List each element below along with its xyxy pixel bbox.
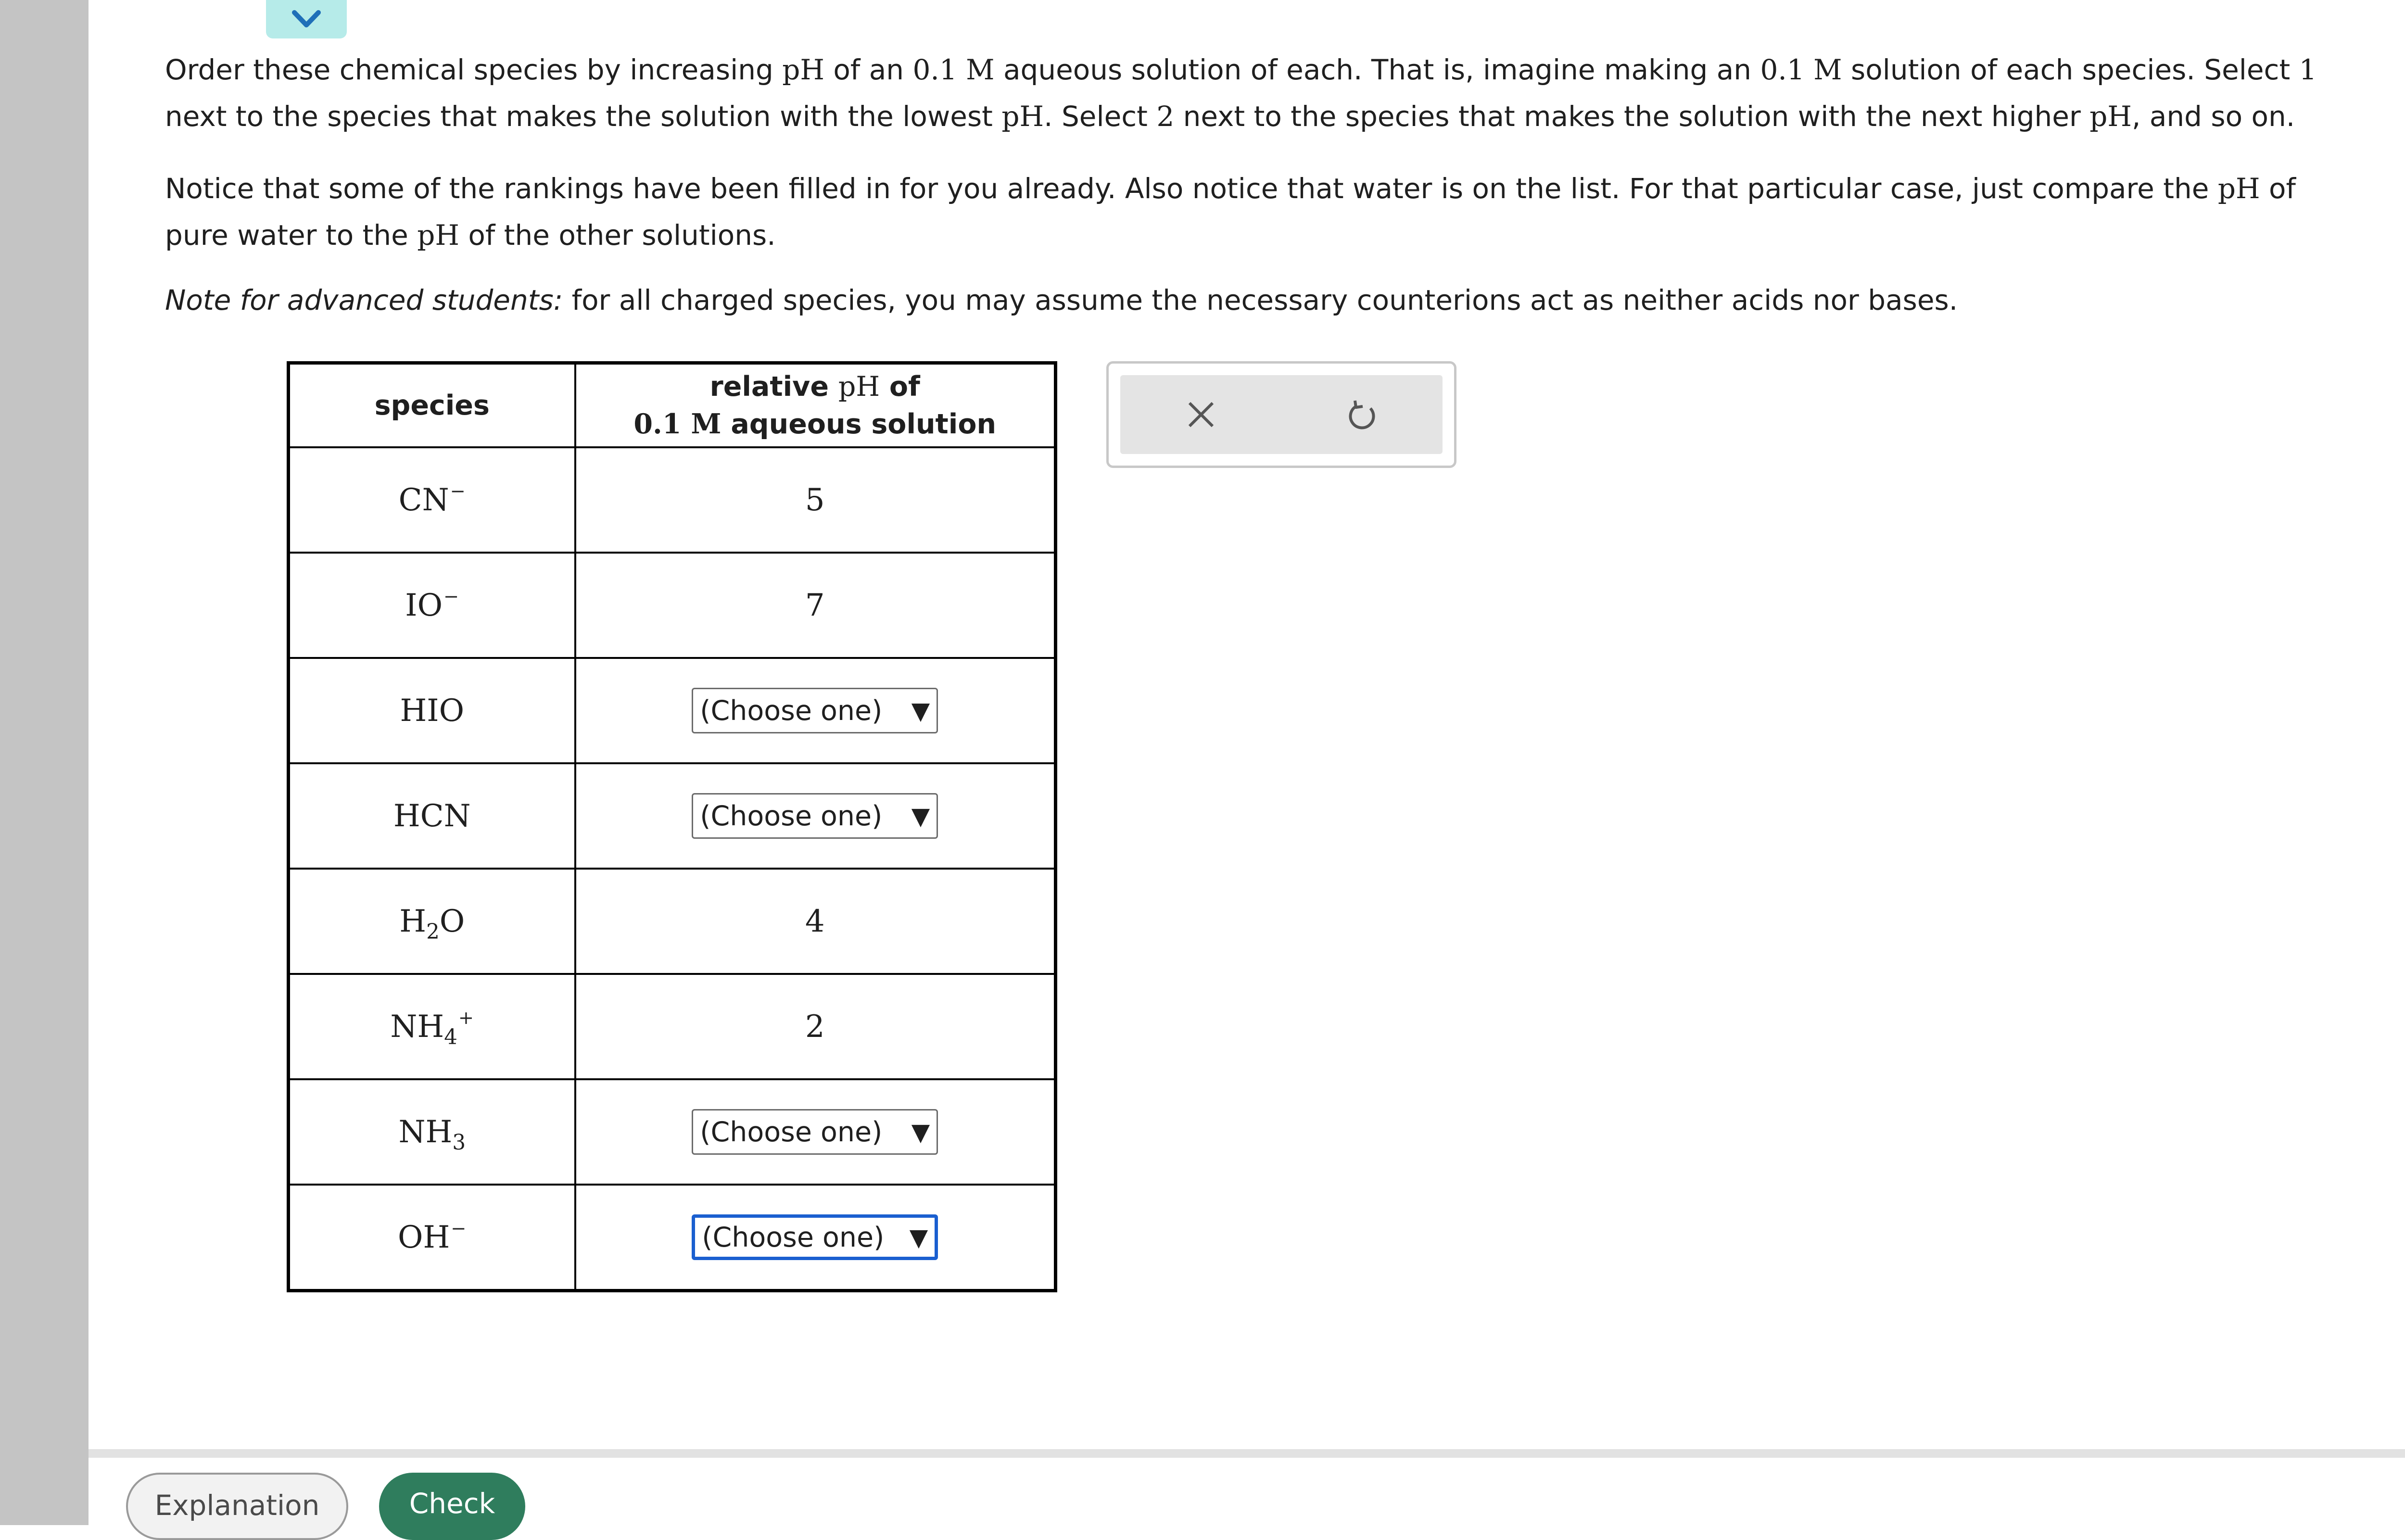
text-run: next to the species that makes the solution with the lowest (165, 100, 1002, 133)
table-row (289, 1185, 1056, 1291)
species-formula: H (399, 903, 427, 939)
rank-dropdown-nh3[interactable] (692, 1109, 938, 1155)
concentration: 0.1 M (912, 53, 995, 86)
rank-dropdown-hcn[interactable] (692, 793, 938, 839)
table-row (289, 974, 1056, 1079)
ranking-table (287, 361, 1057, 1292)
formula-subscript: 3 (452, 1130, 466, 1155)
clear-button[interactable] (1172, 386, 1230, 443)
dropdown-arrow-icon: ▼ (911, 1118, 930, 1146)
species-formula: NH (398, 1114, 453, 1150)
ph-rank-value: 5 (575, 447, 1056, 553)
species-formula: OH (398, 1219, 450, 1255)
species-cell (289, 763, 575, 869)
text-run: aqueous solution (721, 408, 997, 440)
charge-superscript: − (450, 480, 466, 502)
text-run: , and so on. (2131, 100, 2295, 133)
dropdown-value: (Choose one) (702, 1221, 885, 1253)
table-row (289, 658, 1056, 763)
text-run: of (880, 371, 920, 403)
explanation-button[interactable]: Explanation (126, 1473, 348, 1540)
ph-rank-cell (575, 763, 1056, 869)
text-run: solution of each species. Select (1842, 53, 2299, 86)
ph-rank-value: 2 (575, 974, 1056, 1079)
species-formula: CN (398, 482, 449, 518)
rank-dropdown-hio[interactable] (692, 688, 938, 733)
undo-button[interactable] (1333, 386, 1391, 443)
toolbox-panel (1120, 375, 1443, 454)
species-formula: HCN (393, 798, 471, 834)
dropdown-value: (Choose one) (700, 1116, 883, 1148)
text-run: relative (709, 371, 838, 403)
species-cell (289, 553, 575, 658)
text-run: of an (824, 53, 913, 86)
instruction-paragraph-2 (165, 165, 2339, 259)
text-run: . Select (1044, 100, 1157, 133)
formula-subscript: 4 (444, 1025, 457, 1049)
species-formula: IO (405, 587, 443, 623)
table-row (289, 1079, 1056, 1185)
note-label: Note for advanced students: (165, 284, 563, 316)
species-cell (289, 447, 575, 553)
species-formula: NH (390, 1009, 444, 1045)
concentration: 0.1 M (633, 408, 722, 440)
ph-symbol: pH (782, 53, 824, 86)
text-run: Notice that some of the rankings have been filled in for you already. Also notice that water is on the list. For that particular case, just compare the (165, 172, 2218, 205)
ph-symbol: pH (417, 219, 459, 252)
species-cell (289, 658, 575, 763)
text-run: next to the species that makes the solution with the next higher (1174, 100, 2090, 133)
table-row (289, 553, 1056, 658)
advanced-note (165, 277, 2339, 324)
undo-icon (1345, 398, 1379, 431)
ph-rank-cell (575, 1185, 1056, 1291)
collapse-toggle-button[interactable] (266, 0, 347, 38)
rank-number: 1 (2299, 53, 2317, 86)
species-column-header: species (289, 363, 575, 448)
left-gutter (0, 0, 89, 1525)
table-row (289, 763, 1056, 869)
ph-symbol: pH (838, 371, 880, 403)
footer-divider (89, 1449, 2405, 1458)
charge-superscript: + (458, 1007, 474, 1029)
species-formula: HIO (400, 693, 465, 729)
close-icon (1187, 400, 1215, 429)
text-run: for all charged species, you may assume the necessary counterions act as neither acids nor bases. (563, 284, 1958, 316)
ph-rank-value: 4 (575, 869, 1056, 974)
dropdown-arrow-icon: ▼ (911, 802, 930, 830)
ph-column-header (575, 363, 1056, 448)
species-formula: O (439, 903, 465, 939)
species-cell (289, 1079, 575, 1185)
charge-superscript: − (443, 585, 459, 607)
text-run: aqueous solution of each. That is, imagine making an (994, 53, 1760, 86)
chevron-down-icon (290, 9, 323, 30)
ph-rank-cell (575, 1079, 1056, 1185)
rank-number: 2 (1156, 100, 1175, 133)
text-run: of pure water to the (165, 172, 2296, 252)
table-row (289, 447, 1056, 553)
table-row (289, 869, 1056, 974)
dropdown-arrow-icon: ▼ (909, 1223, 928, 1251)
ph-symbol: pH (2089, 100, 2132, 133)
dropdown-arrow-icon: ▼ (911, 696, 930, 725)
charge-superscript: − (451, 1217, 467, 1239)
instruction-paragraph-1 (165, 47, 2339, 140)
formula-subscript: 2 (426, 920, 440, 944)
ph-rank-value: 7 (575, 553, 1056, 658)
dropdown-value: (Choose one) (700, 694, 883, 727)
table-header-row (289, 363, 1056, 448)
ph-rank-cell (575, 658, 1056, 763)
species-cell (289, 869, 575, 974)
check-button[interactable]: Check (379, 1473, 525, 1540)
text-run: Order these chemical species by increasing (165, 53, 783, 86)
species-cell (289, 974, 575, 1079)
dropdown-value: (Choose one) (700, 800, 883, 832)
species-cell (289, 1185, 575, 1291)
rank-dropdown-oh[interactable] (692, 1214, 938, 1260)
answer-toolbox (1106, 361, 1456, 468)
ph-symbol: pH (1001, 100, 1044, 133)
ph-symbol: pH (2217, 172, 2260, 205)
text-run: of the other solutions. (459, 219, 776, 252)
concentration: 0.1 M (1760, 53, 1842, 86)
